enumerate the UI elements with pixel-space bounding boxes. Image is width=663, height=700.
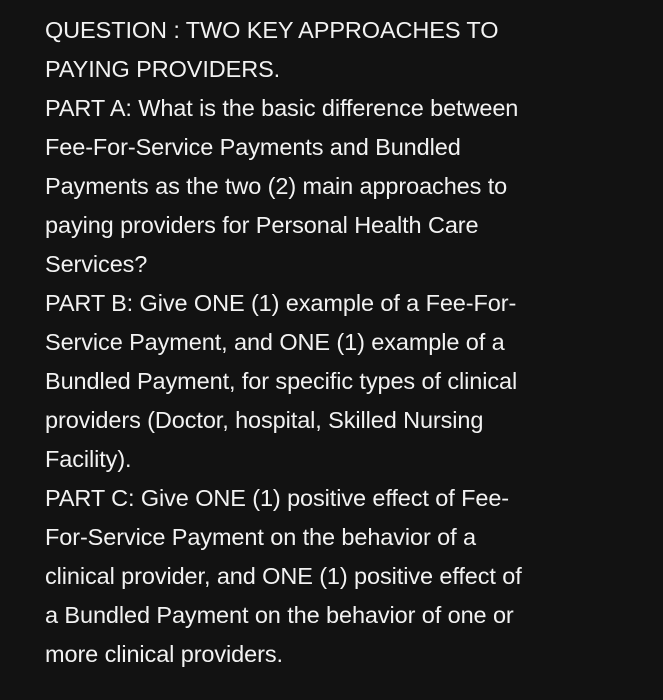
part-b-line-4: providers (Doctor, hospital, Skilled Nursing: [45, 407, 484, 433]
part-b-line-1: PART B: Give ONE (1) example of a Fee-For-: [45, 290, 517, 316]
part-c-line-1: PART C: Give ONE (1) positive effect of Fee-: [45, 485, 510, 511]
part-a-line-1: PART A: What is the basic difference between: [45, 95, 519, 121]
part-b-line-3: Bundled Payment, for specific types of clinical: [45, 368, 518, 394]
part-a-line-3: Payments as the two (2) main approaches to: [45, 173, 508, 199]
part-c-line-5: more clinical providers.: [45, 641, 283, 667]
question-heading-line-1: QUESTION : TWO KEY APPROACHES TO: [45, 17, 499, 43]
question-heading-line-2: PAYING PROVIDERS.: [45, 56, 281, 82]
part-b-line-2: Service Payment, and ONE (1) example of a: [45, 329, 505, 355]
part-b-line-5: Facility).: [45, 446, 132, 472]
part-c-line-2: For-Service Payment on the behavior of a: [45, 524, 476, 550]
part-c-line-3: clinical provider, and ONE (1) positive effect of: [45, 563, 522, 589]
question-text: [45, 11, 655, 674]
part-c-line-4: a Bundled Payment on the behavior of one or: [45, 602, 514, 628]
part-a-line-5: Services?: [45, 251, 148, 277]
cropped-top-edge: [0, 0, 663, 6]
part-a-line-4: paying providers for Personal Health Care: [45, 212, 479, 238]
part-a-line-2: Fee-For-Service Payments and Bundled: [45, 134, 461, 160]
